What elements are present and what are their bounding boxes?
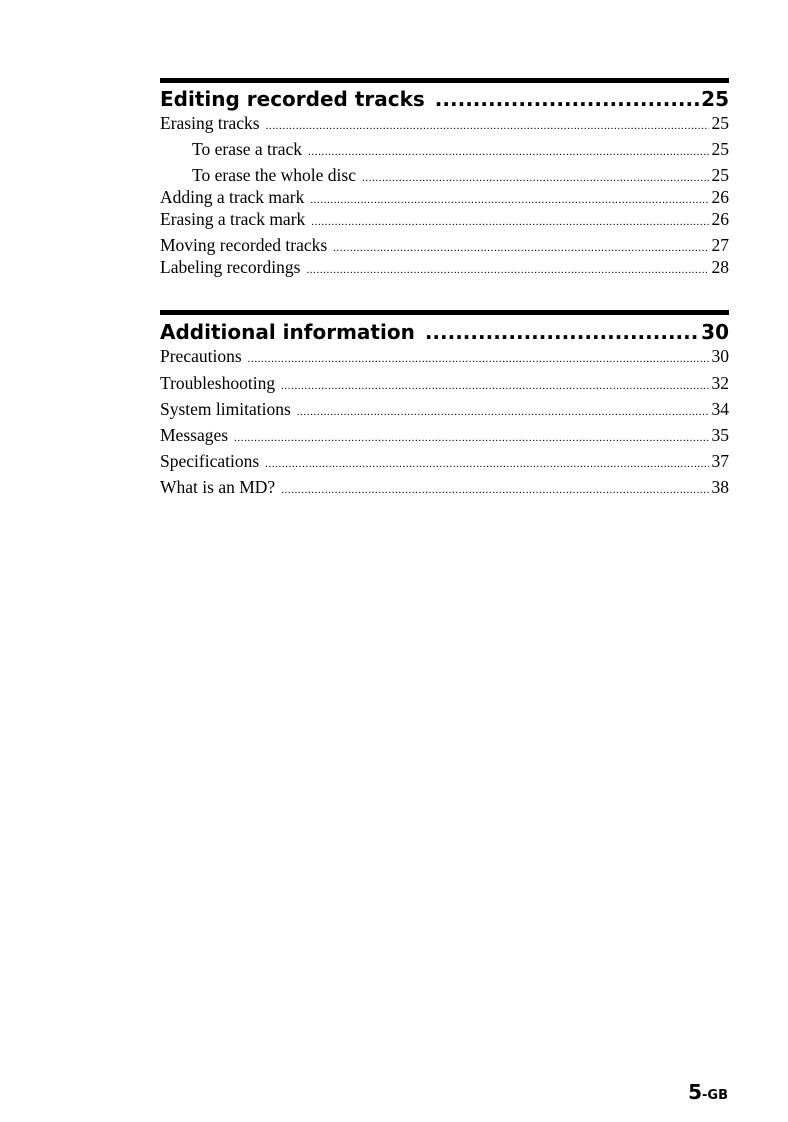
page-number-suffix: -GB bbox=[702, 1088, 728, 1103]
dot-leader bbox=[311, 216, 708, 228]
entry-page: 25 bbox=[711, 165, 729, 185]
entry-label: Precautions bbox=[160, 346, 242, 366]
dot-leader bbox=[281, 484, 708, 496]
entry-label: Troubleshooting bbox=[160, 373, 276, 393]
toc-entry[interactable] bbox=[160, 425, 729, 451]
page-number-value: 5 bbox=[688, 1080, 703, 1104]
entry-page: 26 bbox=[711, 187, 729, 207]
toc-entries bbox=[160, 346, 729, 503]
section-page: 25 bbox=[701, 87, 729, 111]
entry-page: 32 bbox=[711, 373, 729, 393]
section-title: Editing recorded tracks bbox=[160, 87, 425, 111]
dot-leader bbox=[362, 172, 709, 184]
dot-leader bbox=[297, 406, 709, 418]
dot-leader bbox=[308, 146, 708, 158]
dot-leader bbox=[425, 319, 699, 346]
entry-page: 35 bbox=[711, 425, 729, 445]
entry-page: 27 bbox=[711, 235, 729, 255]
toc-entry[interactable] bbox=[160, 399, 729, 425]
toc-entry[interactable] bbox=[160, 477, 729, 503]
entry-page: 34 bbox=[711, 399, 729, 419]
toc-entry[interactable] bbox=[160, 235, 729, 257]
entry-label: Erasing a track mark bbox=[160, 209, 306, 229]
toc-entry[interactable] bbox=[160, 373, 729, 399]
toc-entry[interactable] bbox=[160, 257, 729, 279]
entry-label: Labeling recordings bbox=[160, 257, 301, 277]
page-number bbox=[688, 1080, 728, 1104]
entry-label: To erase a track bbox=[192, 139, 303, 159]
toc-entry[interactable] bbox=[160, 346, 729, 373]
entry-label: System limitations bbox=[160, 399, 291, 419]
dot-leader bbox=[333, 242, 708, 254]
dot-leader bbox=[281, 380, 708, 392]
entry-label: Adding a track mark bbox=[160, 187, 305, 207]
entry-label: Specifications bbox=[160, 451, 260, 471]
dot-leader bbox=[234, 432, 708, 444]
dot-leader bbox=[306, 264, 708, 276]
section-title: Additional information bbox=[160, 320, 415, 344]
entry-page: 30 bbox=[711, 346, 729, 366]
entry-page: 26 bbox=[711, 209, 729, 229]
toc-entry[interactable] bbox=[160, 113, 729, 139]
toc-entry[interactable] bbox=[160, 451, 729, 477]
section-heading[interactable] bbox=[160, 86, 729, 113]
section-rule bbox=[160, 78, 729, 83]
entry-page: 28 bbox=[711, 257, 729, 277]
toc-subentry[interactable] bbox=[160, 165, 729, 187]
dot-leader bbox=[248, 353, 709, 365]
entry-page: 37 bbox=[711, 451, 729, 471]
entry-label: Messages bbox=[160, 425, 229, 445]
section-page: 30 bbox=[701, 320, 729, 344]
dot-leader bbox=[266, 120, 709, 132]
toc-entry[interactable] bbox=[160, 187, 729, 209]
dot-leader bbox=[265, 458, 708, 470]
section-rule bbox=[160, 310, 729, 315]
dot-leader bbox=[310, 194, 708, 206]
toc-subentry[interactable] bbox=[160, 139, 729, 165]
toc-entries bbox=[160, 113, 729, 279]
entry-label: Moving recorded tracks bbox=[160, 235, 328, 255]
entry-label: What is an MD? bbox=[160, 477, 276, 497]
entry-label: Erasing tracks bbox=[160, 113, 260, 133]
entry-page: 38 bbox=[711, 477, 729, 497]
toc-section-editing bbox=[160, 78, 729, 279]
toc-entry[interactable] bbox=[160, 209, 729, 235]
toc-section-additional bbox=[160, 310, 729, 503]
entry-label: To erase the whole disc bbox=[192, 165, 356, 185]
entry-page: 25 bbox=[711, 139, 729, 159]
dot-leader bbox=[435, 86, 699, 113]
entry-page: 25 bbox=[711, 113, 729, 133]
section-heading[interactable] bbox=[160, 319, 729, 346]
